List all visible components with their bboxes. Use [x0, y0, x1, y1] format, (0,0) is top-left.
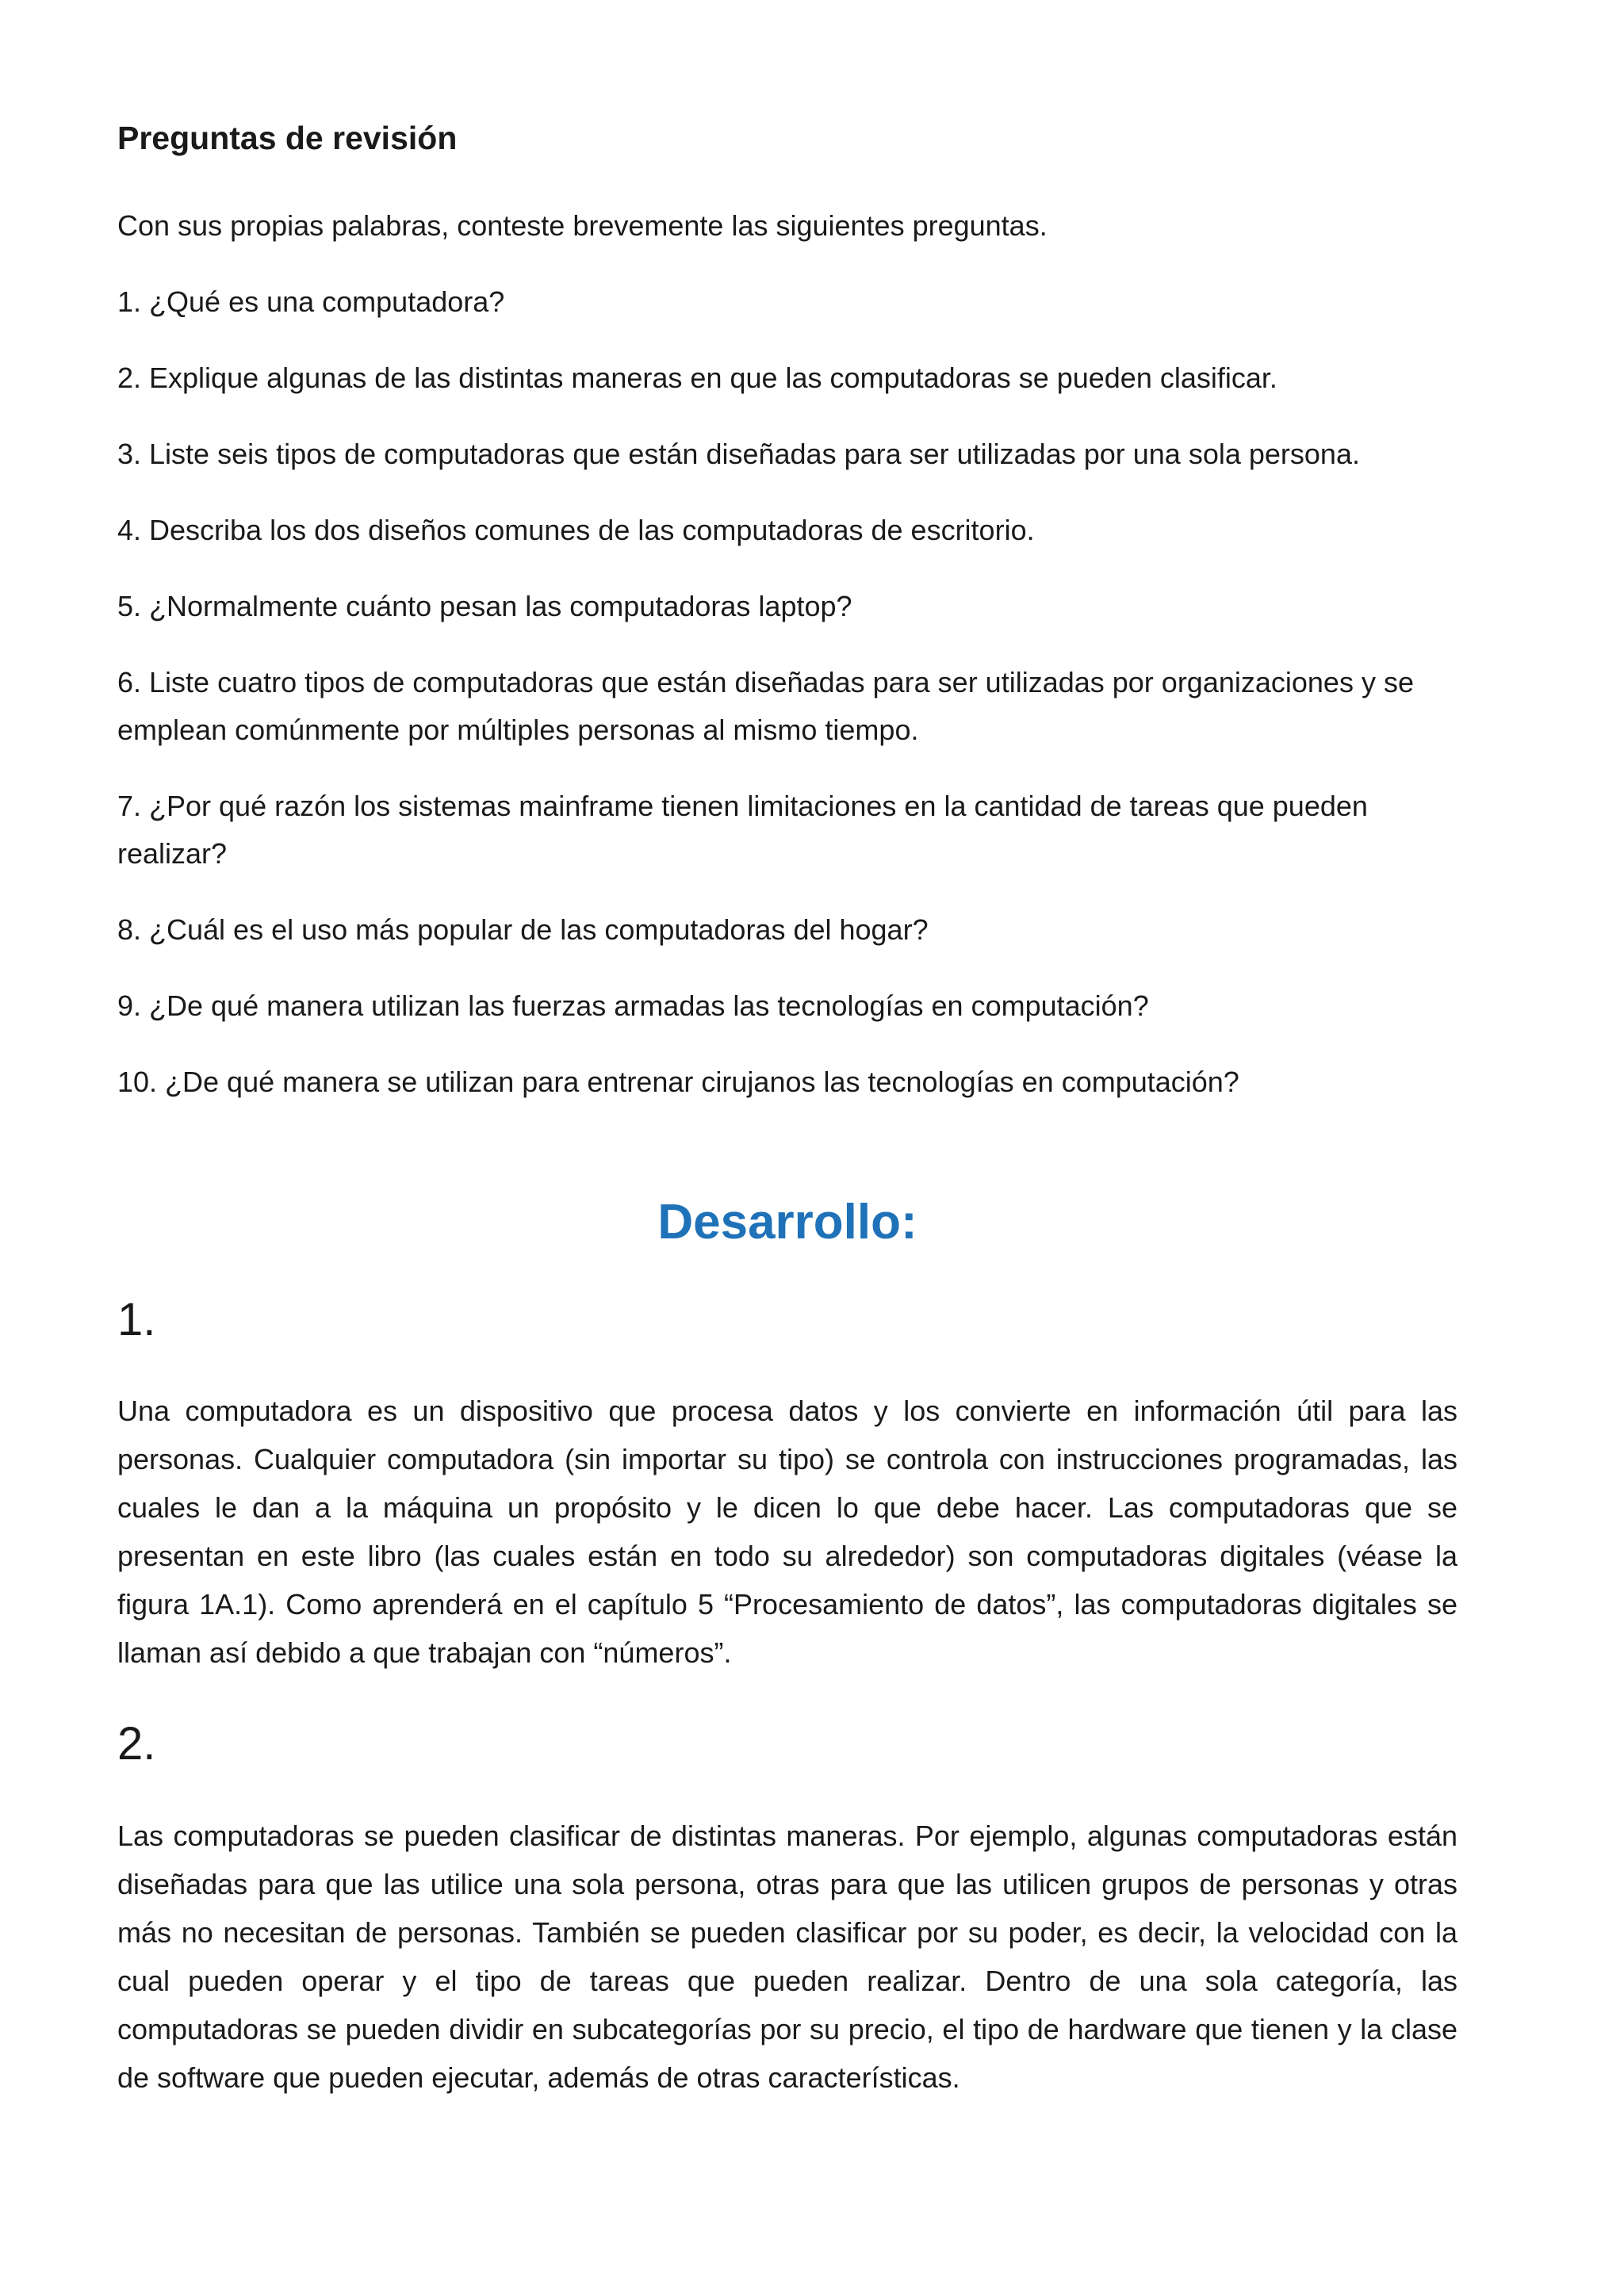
review-intro: Con sus propias palabras, conteste brevemente las siguientes preguntas. [117, 209, 1048, 243]
question-item: 8. ¿Cuál es el uso más popular de las computadoras del hogar? [117, 913, 929, 947]
answer-number: 2. [117, 1718, 156, 1770]
development-title: Desarrollo: [657, 1195, 917, 1250]
question-item: 9. ¿De qué manera utilizan las fuerzas armadas las tecnologías en computación? [117, 989, 1149, 1023]
question-item: 10. ¿De qué manera se utilizan para entrenar cirujanos las tecnologías en computación? [117, 1066, 1239, 1099]
question-item: 4. Describa los dos diseños comunes de las computadoras de escritorio. [117, 514, 1035, 547]
question-item: 6. Liste cuatro tipos de computadoras que están diseñadas para ser utilizadas por organizaciones y se emplean comúnmente por múltiples personas al mismo tiempo. [117, 666, 1414, 747]
answer-number: 1. [117, 1293, 156, 1345]
question-item: 3. Liste seis tipos de computadoras que están diseñadas para ser utilizadas por una sola persona. [117, 438, 1360, 471]
answer-text: Las computadoras se pueden clasificar de distintas maneras. Por ejemplo, algunas computadoras están diseñadas para que las utilice una sola persona, otras para que las utilicen grupos de personas y otras más no necesitan de personas. También se pueden clasificar por su poder, es decir, la velocidad con la cual pueden operar y el tipo de tareas que pueden realizar. Dentro de una sola categoría, las computadoras se pueden dividir en subcategorías por su precio, el tipo de hardware que tienen y la clase de software que pueden ejecutar, además de otras características. [117, 1819, 1457, 2094]
review-title: Preguntas de revisión [117, 120, 458, 156]
question-item: 1. ¿Qué es una computadora? [117, 285, 505, 319]
question-item: 7. ¿Por qué razón los sistemas mainframe tienen limitaciones en la cantidad de tareas que pueden realizar? [117, 790, 1368, 871]
document-page [117, 119, 1457, 2141]
question-item: 5. ¿Normalmente cuánto pesan las computadoras laptop? [117, 590, 852, 623]
answer-text: Una computadora es un dispositivo que procesa datos y los convierte en información útil para las personas. Cualquier computadora (sin importar su tipo) se controla con instrucciones programadas, las cuales le dan a la máquina un propósito y le dicen lo que debe hacer. Las computadoras que se presentan en este libro (las cuales están en todo su alrededor) son computadoras digitales (véase la figura 1A.1). Como aprenderá en el capítulo 5 “Procesamiento de datos”, las computadoras digitales se llaman así debido a que trabajan con “números”. [117, 1395, 1457, 1670]
question-list [117, 278, 1457, 1106]
question-item: 2. Explique algunas de las distintas maneras en que las computadoras se pueden clasificar. [117, 362, 1277, 395]
